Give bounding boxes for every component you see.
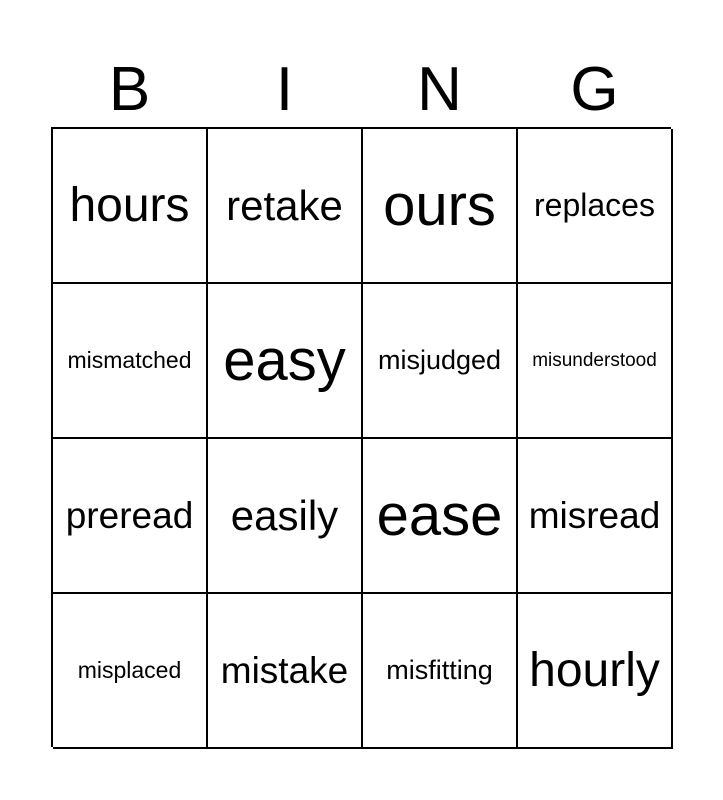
bingo-cell[interactable]: [518, 439, 673, 594]
header-letter-b: B: [108, 55, 151, 124]
bingo-header: [52, 52, 672, 128]
header-letter-g: G: [570, 55, 619, 124]
bingo-cell[interactable]: [518, 129, 673, 284]
bingo-cell[interactable]: [363, 439, 518, 594]
bingo-cell[interactable]: [518, 594, 673, 749]
cell-word: easy: [223, 328, 346, 393]
bingo-cell[interactable]: [53, 594, 208, 749]
bingo-cell[interactable]: [53, 129, 208, 284]
cell-word: mistake: [220, 649, 349, 691]
bingo-cell[interactable]: [53, 284, 208, 439]
bingo-cell[interactable]: [518, 284, 673, 439]
bingo-cell[interactable]: [208, 594, 363, 749]
cell-word: replaces: [534, 187, 655, 223]
cell-word: misfitting: [386, 655, 493, 685]
bingo-cell[interactable]: [208, 439, 363, 594]
bingo-cell[interactable]: [208, 284, 363, 439]
cell-word: mismatched: [67, 347, 192, 373]
cell-word: retake: [226, 181, 343, 229]
cell-word: hourly: [529, 644, 660, 697]
header-letter-n: N: [417, 55, 462, 124]
bingo-cell[interactable]: [363, 594, 518, 749]
cell-word: ease: [376, 483, 503, 548]
header-letter-i: I: [275, 55, 294, 124]
bingo-grid: [51, 127, 671, 747]
cell-word: easily: [230, 491, 339, 539]
bingo-cell[interactable]: [363, 129, 518, 284]
cell-word: misplaced: [77, 657, 182, 683]
cell-word: ours: [383, 173, 496, 238]
bingo-cell[interactable]: [208, 129, 363, 284]
cell-word: misjudged: [377, 345, 502, 375]
bingo-cell[interactable]: [53, 439, 208, 594]
cell-word: hours: [69, 179, 190, 232]
cell-word: misread: [528, 494, 661, 536]
bingo-cell[interactable]: [363, 284, 518, 439]
cell-word: preread: [65, 494, 194, 536]
cell-word: misunderstood: [532, 349, 657, 371]
